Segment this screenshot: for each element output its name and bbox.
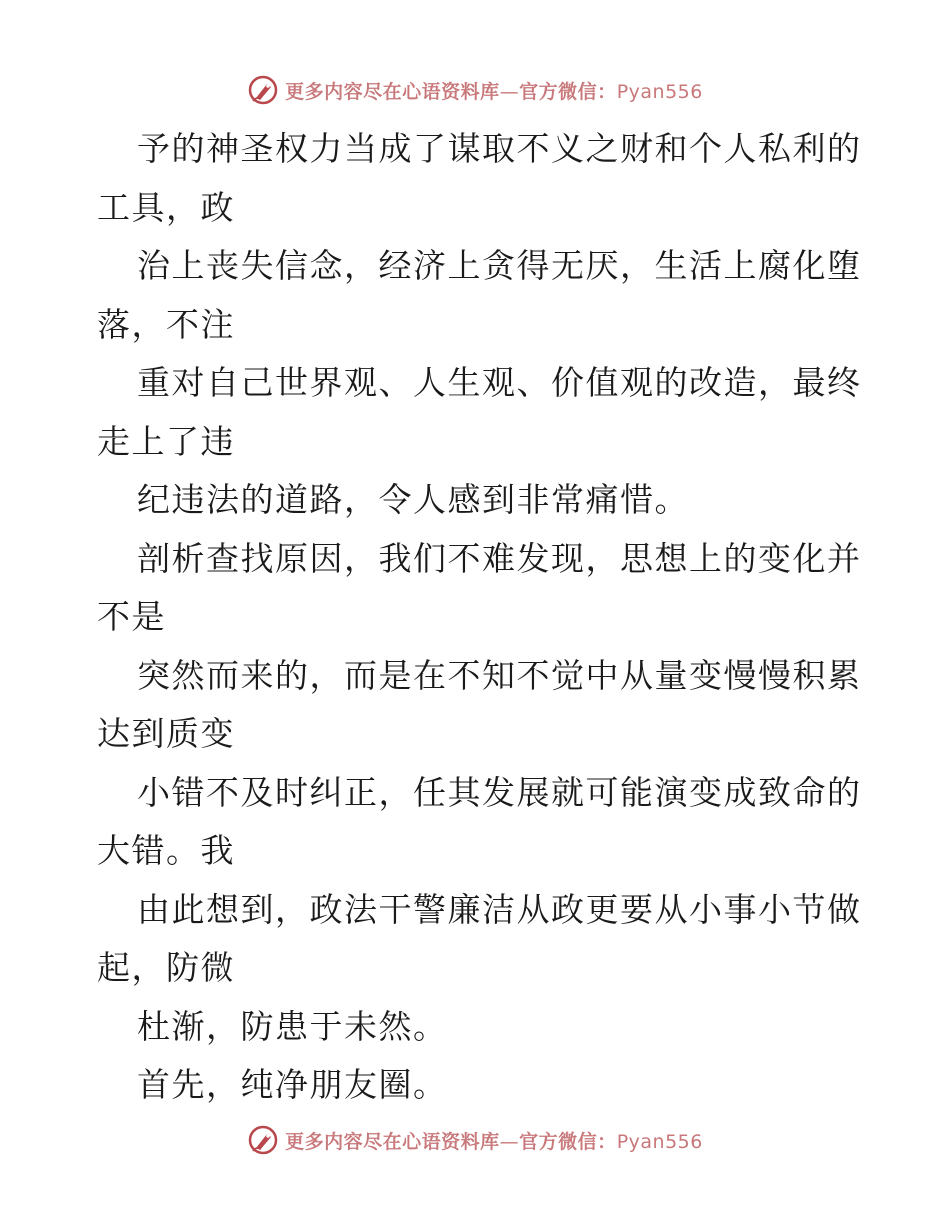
body-text-line: 走上了违 <box>97 421 235 461</box>
header-banner-handle: Pyan556 <box>616 80 703 103</box>
body-text-line: 落，不注 <box>97 304 235 344</box>
body-text-line: 予的神圣权力当成了谋取不义之财和个人私利的 <box>137 129 862 168</box>
footer-banner-wechat: 官方微信： <box>519 1130 617 1153</box>
header-banner-main: 更多内容尽在心语资料库 <box>285 80 500 103</box>
body-text-line: 小错不及时纠正，任其发展就可能演变成致命的 <box>137 772 862 812</box>
page-header-banner <box>0 72 950 108</box>
header-banner-wechat: 官方微信： <box>519 80 617 103</box>
footer-banner-text <box>285 1127 703 1154</box>
body-text-line: 治上丧失信念，经济上贪得无厌，生活上腐化堕 <box>137 246 862 285</box>
body-text-line: 重对自己世界观、人生观、价值观的改造，最终 <box>137 363 862 402</box>
body-text-line: 工具，政 <box>97 187 235 227</box>
body-text-line: 达到质变 <box>97 714 235 753</box>
body-text-line: 杜渐，防患于未然。 <box>137 1006 448 1046</box>
body-text-line: 剖析查找原因，我们不难发现，思想上的变化并 <box>137 538 862 578</box>
pen-nib-circle-icon <box>247 74 279 106</box>
pen-nib-circle-icon <box>247 1124 279 1156</box>
document-body <box>97 120 862 1115</box>
body-text-line: 首先，纯净朋友圈。 <box>137 1065 448 1104</box>
footer-banner-handle: Pyan556 <box>616 1130 703 1153</box>
page-footer-banner <box>0 1122 950 1158</box>
body-text-line: 起，防微 <box>97 948 235 987</box>
body-text-line: 突然而来的，而是在不知不觉中从量变慢慢积累 <box>137 655 862 695</box>
header-banner-text <box>285 77 703 104</box>
header-banner-dash: — <box>499 80 520 103</box>
footer-banner-main: 更多内容尽在心语资料库 <box>285 1130 500 1153</box>
body-text-line: 由此想到，政法干警廉洁从政更要从小事小节做 <box>137 889 862 929</box>
body-text-line: 纪违法的道路，令人感到非常痛惜。 <box>137 480 689 519</box>
body-text-line: 不是 <box>97 597 166 636</box>
body-text-line: 大错。我 <box>97 831 235 870</box>
footer-banner-dash: — <box>499 1130 520 1153</box>
